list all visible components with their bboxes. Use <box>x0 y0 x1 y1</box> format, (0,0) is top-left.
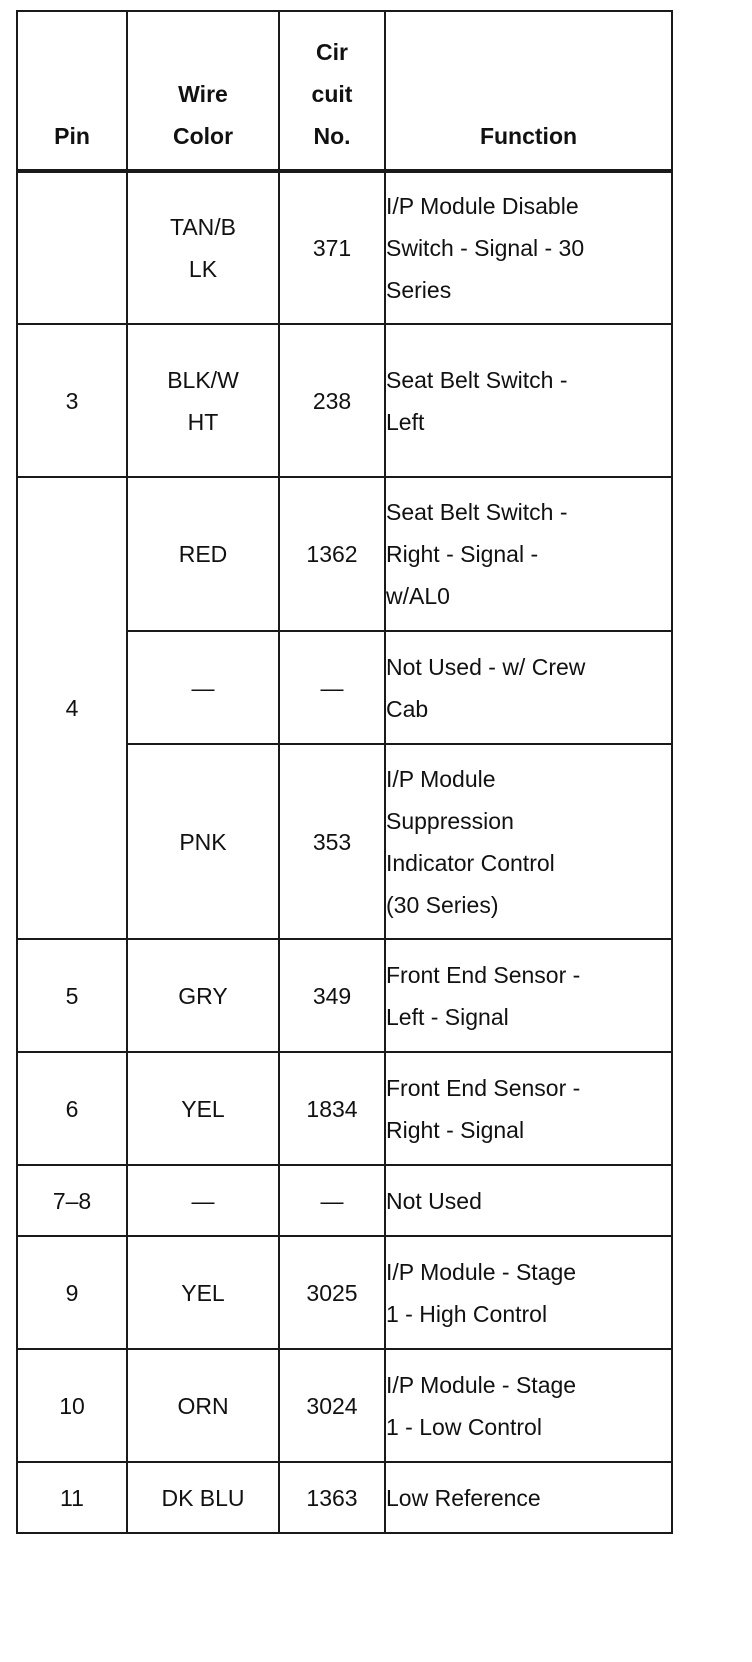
function-cell: Not Used <box>385 1165 672 1236</box>
pin-cell: 4 <box>17 477 127 939</box>
wire-color-cell: BLK/W HT <box>127 324 279 477</box>
function-cell: Seat Belt Switch - Left <box>385 324 672 477</box>
table-row <box>17 324 672 477</box>
wire-color-cell: — <box>127 631 279 744</box>
function-cell: Not Used - w/ Crew Cab <box>385 631 672 744</box>
pin-cell: 6 <box>17 1052 127 1165</box>
circuit-cell: 371 <box>279 171 385 324</box>
header-circuit-no: Cir cuit No. <box>279 11 385 171</box>
circuit-cell: 1363 <box>279 1462 385 1533</box>
pin-cell: 5 <box>17 939 127 1052</box>
wire-color-cell: ORN <box>127 1349 279 1462</box>
wire-color-cell: YEL <box>127 1236 279 1349</box>
table-row <box>17 1165 672 1236</box>
function-cell: Front End Sensor - Left - Signal <box>385 939 672 1052</box>
circuit-cell: — <box>279 631 385 744</box>
circuit-cell: 238 <box>279 324 385 477</box>
header-function: Function <box>385 11 672 171</box>
header-pin: Pin <box>17 11 127 171</box>
wire-color-cell: TAN/B LK <box>127 171 279 324</box>
wire-color-cell: GRY <box>127 939 279 1052</box>
circuit-cell: 349 <box>279 939 385 1052</box>
circuit-cell: 3024 <box>279 1349 385 1462</box>
pin-cell: 7–8 <box>17 1165 127 1236</box>
circuit-cell: — <box>279 1165 385 1236</box>
wire-color-cell: — <box>127 1165 279 1236</box>
wire-color-cell: PNK <box>127 744 279 939</box>
pin-cell: 9 <box>17 1236 127 1349</box>
function-cell: Front End Sensor - Right - Signal <box>385 1052 672 1165</box>
table-row <box>17 1349 672 1462</box>
header-row <box>17 11 672 171</box>
function-cell: I/P Module Disable Switch - Signal - 30 Series <box>385 171 672 324</box>
table-row <box>17 939 672 1052</box>
circuit-cell: 1362 <box>279 477 385 631</box>
circuit-cell: 1834 <box>279 1052 385 1165</box>
pin-cell: 11 <box>17 1462 127 1533</box>
table-row <box>17 477 672 631</box>
pin-cell <box>17 171 127 324</box>
pin-table <box>16 10 673 1534</box>
wire-color-cell: DK BLU <box>127 1462 279 1533</box>
table-row <box>17 1462 672 1533</box>
circuit-cell: 353 <box>279 744 385 939</box>
circuit-cell: 3025 <box>279 1236 385 1349</box>
table-row <box>17 1052 672 1165</box>
header-wire-color: Wire Color <box>127 11 279 171</box>
function-cell: I/P Module Suppression Indicator Control (30 Series) <box>385 744 672 939</box>
table-row <box>17 171 672 324</box>
function-cell: Seat Belt Switch - Right - Signal - w/AL0 <box>385 477 672 631</box>
wire-color-cell: RED <box>127 477 279 631</box>
pin-cell: 3 <box>17 324 127 477</box>
function-cell: I/P Module - Stage 1 - High Control <box>385 1236 672 1349</box>
function-cell: Low Reference <box>385 1462 672 1533</box>
pin-cell: 10 <box>17 1349 127 1462</box>
function-cell: I/P Module - Stage 1 - Low Control <box>385 1349 672 1462</box>
wire-color-cell: YEL <box>127 1052 279 1165</box>
table-row <box>17 1236 672 1349</box>
